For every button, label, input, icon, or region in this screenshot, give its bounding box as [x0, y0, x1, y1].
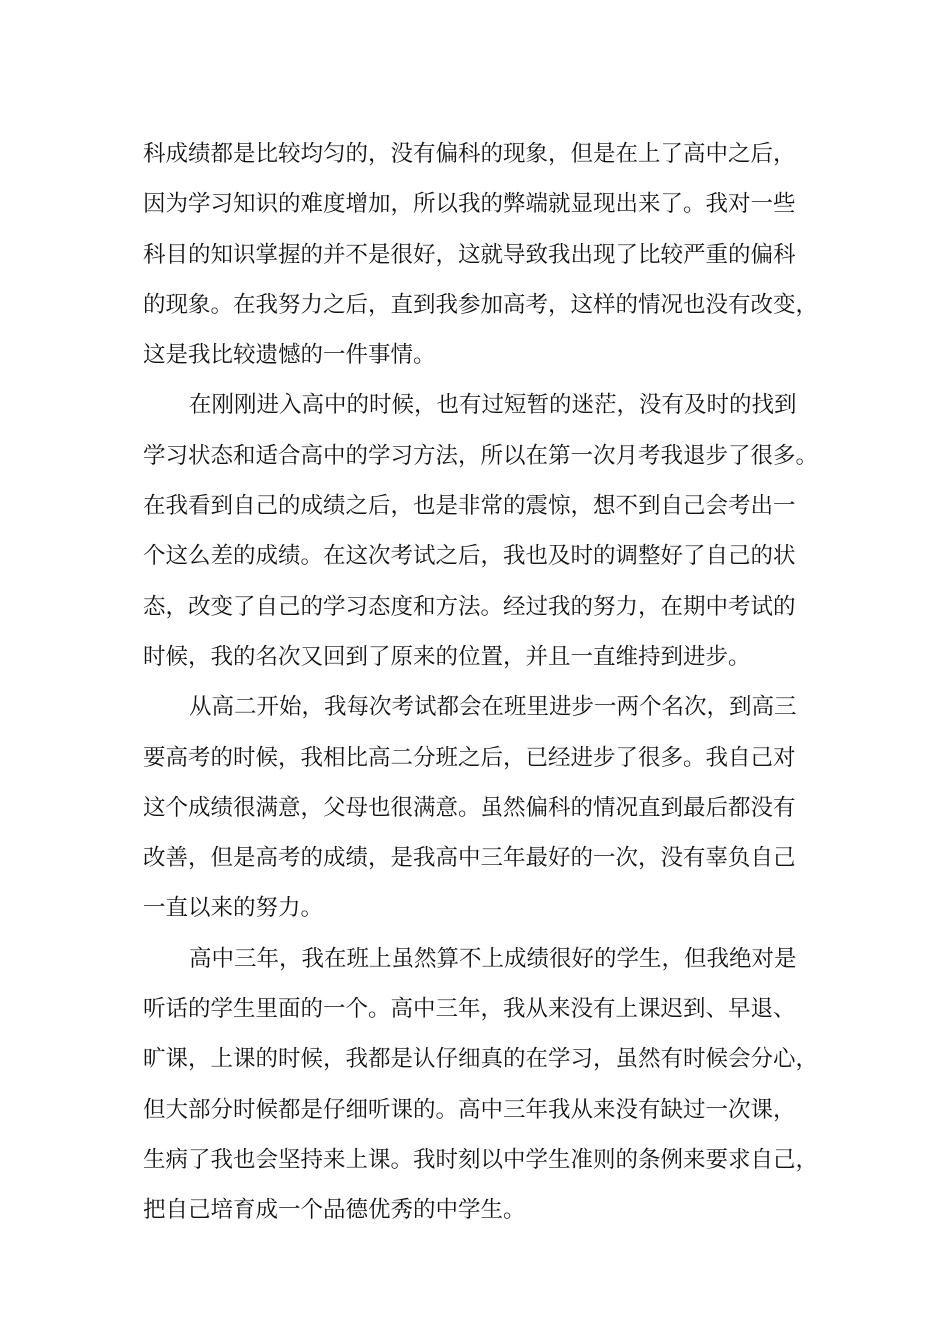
text-line: 的现象。在我努力之后，直到我参加高考，这样的情况也没有改变，: [143, 291, 819, 318]
text-line: 学习状态和适合高中的学习方法，所以在第一次月考我退步了很多。: [143, 442, 819, 469]
text-line: 科目的知识掌握的并不是很好，这就导致我出现了比较严重的偏科: [143, 241, 796, 268]
text-line: 这个成绩很满意，父母也很满意。虽然偏科的情况直到最后都没有: [143, 794, 796, 821]
text-line: 个这么差的成绩。在这次考试之后，我也及时的调整好了自己的状: [143, 543, 796, 570]
paragraph-4: [143, 934, 823, 1236]
text-line: 态，改变了自己的学习态度和方法。经过我的努力，在期中考试的: [143, 593, 796, 620]
text-line: 一直以来的努力。: [143, 895, 324, 922]
text-line: 这是我比较遗憾的一件事情。: [143, 342, 436, 369]
paragraph-1: [143, 129, 823, 380]
text-line: 生病了我也会坚持来上课。我时刻以中学生准则的条例来要求自己，: [143, 1146, 819, 1173]
text-line: 科成绩都是比较均匀的，没有偏科的现象，但是在上了高中之后，: [143, 141, 796, 167]
text-line: 从高二开始，我每次考试都会在班里进步一两个名次，到高三: [189, 694, 797, 721]
paragraph-3: [143, 682, 823, 933]
text-line: 高中三年，我在班上虽然算不上成绩很好的学生，但我绝对是: [189, 945, 797, 972]
text-line: 但大部分时候都是仔细听课的。高中三年我从来没有缺过一次课，: [143, 1096, 796, 1123]
text-line: 改善，但是高考的成绩，是我高中三年最好的一次，没有辜负自己: [143, 845, 796, 872]
paragraph-2: [143, 380, 823, 682]
text-line: 旷课，上课的时候，我都是认仔细真的在学习，虽然有时候会分心，: [143, 1046, 819, 1073]
text-line: 因为学习知识的难度增加，所以我的弊端就显现出来了。我对一些: [143, 191, 796, 218]
text-line: 听话的学生里面的一个。高中三年，我从来没有上课迟到、早退、: [143, 996, 796, 1023]
text-line: 要高考的时候，我相比高二分班之后，已经进步了很多。我自己对: [143, 744, 796, 771]
document-body: [143, 129, 823, 1236]
text-line: 在我看到自己的成绩之后，也是非常的震惊，想不到自己会考出一: [143, 493, 796, 520]
text-line: 在刚刚进入高中的时候，也有过短暂的迷茫，没有及时的找到: [189, 392, 797, 419]
text-line: 时候，我的名次又回到了原来的位置，并且一直维持到进步。: [143, 643, 751, 670]
text-line: 把自己培育成一个品德优秀的中学生。: [143, 1197, 526, 1224]
